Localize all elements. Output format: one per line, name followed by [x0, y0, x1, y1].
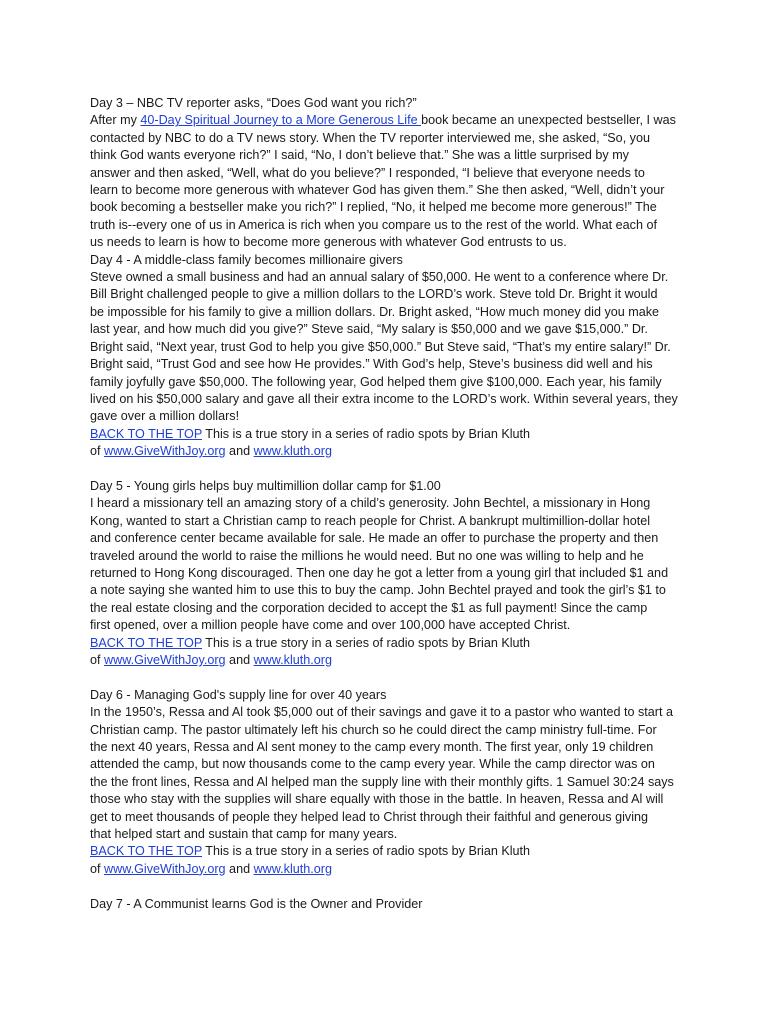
- day6-line: that helped start and sustain that camp for many years.: [90, 827, 398, 842]
- day5-line: Kong, wanted to start a Christian camp to reach people for Christ. A bankrupt multimillion-dollar hotel: [90, 513, 651, 528]
- day6-line: attended the camp, but now thousands come to the camp every year. While the camp director was on: [90, 757, 655, 772]
- kluth-link[interactable]: www.kluth.org: [253, 652, 332, 667]
- day3-line: think God wants everyone rich?” I said, “No, I don’t believe that.” She was a little surprised by my: [90, 148, 629, 163]
- day6-heading: Day 6 - Managing God's supply line for over 40 years: [90, 687, 387, 702]
- day3-heading: Day 3 – NBC TV reporter asks, “Does God want you rich?”: [90, 96, 417, 110]
- day6-line: the the front lines, Ressa and Al helped man the supply line with their monthly gifts. 1 Samuel 30:24 says: [90, 774, 674, 789]
- day4-line: Bill Bright challenged people to give a million dollars to the LORD’s work. Steve told Dr. Bright it would: [90, 287, 658, 302]
- day4-line: Steve owned a small business and had an annual salary of $50,000. He went to a conference where Dr.: [90, 270, 669, 285]
- series-text: This is a true story in a series of radio spots by Brian Kluth: [202, 844, 531, 859]
- day6-line: the next 40 years, Ressa and Al sent money to the camp every month. The first year, only 19 children: [90, 740, 654, 754]
- day3-line: learn to become more generous with whatever God has given them.” She then asked, “Well, didn’t your: [90, 183, 665, 198]
- kluth-link[interactable]: www.kluth.org: [253, 861, 332, 876]
- spacer: [90, 878, 688, 895]
- day6-footer-line2: [90, 861, 688, 878]
- kluth-link[interactable]: www.kluth.org: [253, 444, 332, 459]
- series-text: This is a true story in a series of radio spots by Brian Kluth: [202, 635, 531, 650]
- series-text: This is a true story in a series of radio spots by Brian Kluth: [202, 426, 531, 441]
- day5-line: the real estate closing and the corporation decided to accept the $1 as full payment! Since the camp: [90, 600, 648, 615]
- day3-line: us needs to learn is how to become more generous with whatever God entrusts to us.: [90, 235, 567, 250]
- day3-line: truth is--every one of us in America is rich when you compare us to the rest of the world. What each of: [90, 217, 657, 232]
- spacer: [90, 461, 688, 478]
- day3-first-pre: After my: [90, 113, 141, 128]
- day5-line: and conference center became available for sale. He made an offer to purchase the property and then: [90, 531, 659, 546]
- day5-line: first opened, over a million people have come and over 100,000 have accepted Christ.: [90, 618, 571, 633]
- of-text: of: [90, 861, 105, 876]
- givewithjoy-link[interactable]: www.GiveWithJoy.org: [104, 861, 226, 876]
- day4-footer-line1: [90, 426, 688, 443]
- and-text: and: [225, 652, 254, 667]
- back-to-top-link[interactable]: BACK TO THE TOP: [90, 844, 202, 859]
- day3-line: book becoming a bestseller make you rich?” I replied, “No, it helped me become more generous!” The: [90, 200, 657, 215]
- day3-line: contacted by NBC to do a TV news story. When the TV reporter interviewed me, she asked, “So, you: [90, 130, 650, 145]
- of-text: of: [90, 652, 105, 667]
- back-to-top-link[interactable]: BACK TO THE TOP: [90, 426, 202, 441]
- day4-section: [90, 252, 688, 461]
- day5-line: returned to Hong Kong discouraged. Then one day he got a letter from a young girl that included $1 and: [90, 565, 669, 580]
- day6-line: In the 1950’s, Ressa and Al took $5,000 out of their savings and gave it to a pastor who wanted to start a: [90, 705, 673, 720]
- and-text: and: [225, 444, 254, 459]
- day4-line: be impossible for his family to give a million dollars. Dr. Bright asked, “How much money did you make: [90, 304, 660, 319]
- day5-section: [90, 478, 688, 669]
- day6-line: those who stay with the supplies will share equally with those in the battle. In heaven, Ressa and Al will: [90, 792, 664, 807]
- day7-section: [90, 896, 688, 913]
- day5-footer-line1: [90, 635, 688, 652]
- day4-line: family joyfully gave $50,000. The following year, God helped them give $100,000. Each year, his family: [90, 374, 662, 389]
- day4-line: Bright said, “Next year, trust God to help you give $50,000.” But Steve said, “That’s my entire salary!” Dr.: [90, 339, 671, 354]
- day5-footer-line2: [90, 652, 688, 669]
- day5-heading: Day 5 - Young girls helps buy multimillion dollar camp for $1.00: [90, 478, 441, 493]
- day4-line: last year, and how much did you give?” Steve said, “My salary is $50,000 and we gave $15,000.” Dr.: [90, 322, 648, 337]
- day3-first-line: [90, 112, 688, 129]
- day4-heading: Day 4 - A middle-class family becomes millionaire givers: [90, 252, 403, 267]
- back-to-top-link[interactable]: BACK TO THE TOP: [90, 635, 202, 650]
- day7-heading: Day 7 - A Communist learns God is the Owner and Provider: [90, 896, 423, 911]
- day6-line: Christian camp. The pastor ultimately left his church so he could direct the camp ministry full-time. For: [90, 722, 657, 737]
- day4-line: Bright said, “Trust God and see how He provides.” With God’s help, Steve’s business did well and his: [90, 357, 653, 372]
- book-link[interactable]: 40-Day Spiritual Journey to a More Generous Life: [140, 113, 422, 128]
- day6-section: [90, 687, 688, 878]
- day3-first-post: book became an unexpected bestseller, I was: [421, 113, 676, 128]
- day4-line: lived on his $50,000 salary and gave all their extra income to the LORD’s work. Within several years, they: [90, 391, 678, 406]
- day5-line: a note saying she wanted him to use this to buy the camp. John Bechtel prayed and took the girl’s $1 to: [90, 583, 666, 598]
- and-text: and: [225, 861, 254, 876]
- day6-line: get to meet thousands of people they helped lead to Christ through their faithful and generous giving: [90, 809, 648, 824]
- day4-line: gave over a million dollars!: [90, 409, 240, 424]
- day6-footer-line1: [90, 843, 688, 860]
- of-text: of: [90, 444, 105, 459]
- givewithjoy-link[interactable]: www.GiveWithJoy.org: [104, 444, 226, 459]
- spacer: [90, 669, 688, 686]
- day4-footer-line2: [90, 443, 688, 460]
- givewithjoy-link[interactable]: www.GiveWithJoy.org: [104, 652, 226, 667]
- day3-line: answer and then asked, “Well, what do you believe?” I responded, “I believe that everyone needs to: [90, 165, 645, 180]
- day3-section: [90, 95, 688, 252]
- day5-line: I heard a missionary tell an amazing story of a child’s generosity. John Bechtel, a missionary in Hong: [90, 496, 651, 511]
- day5-line: traveled around the world to raise the millions he would need. But no one was willing to help and he: [90, 548, 644, 563]
